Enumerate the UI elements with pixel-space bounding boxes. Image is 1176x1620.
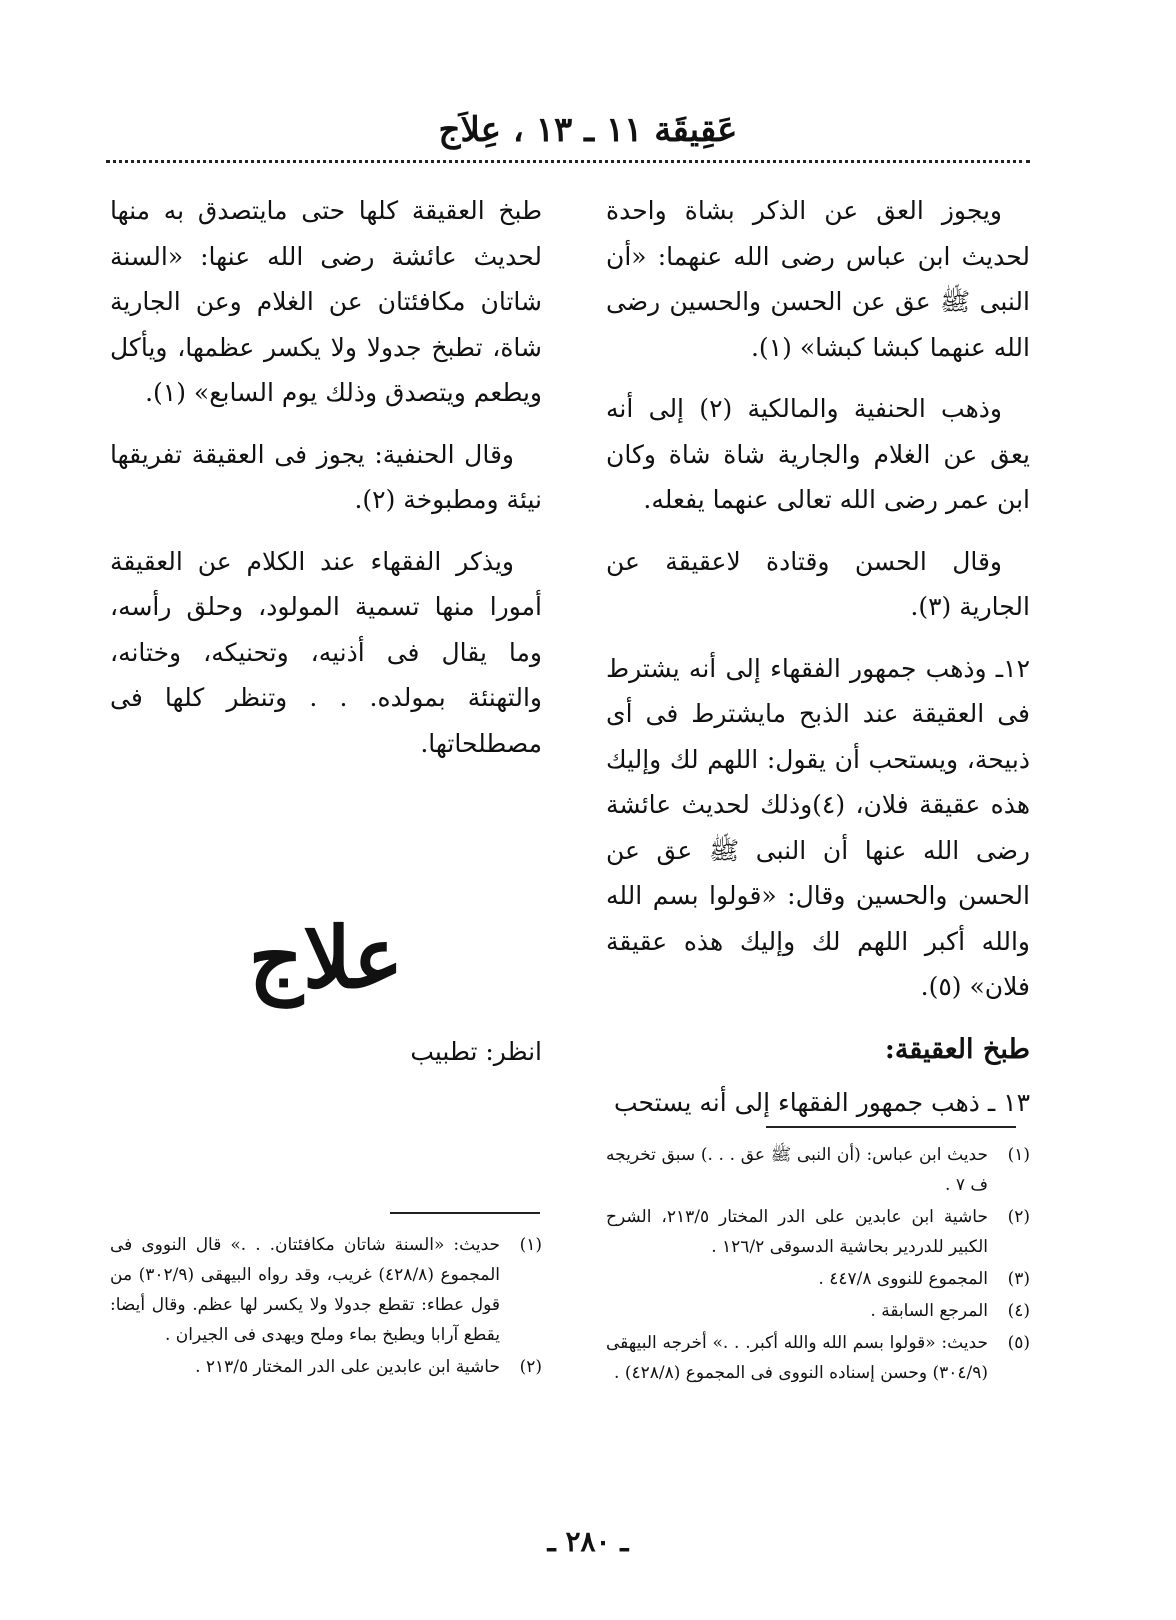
footnote-number: (١): [1007, 1145, 1030, 1165]
footnote: [606, 1140, 1030, 1200]
paragraph-text: وذهب الحنفية والمالكية (٢) إلى أنه يعق عن الغلام والجارية شاة شاة وكان ابن عمر رضى الله تعالى عنهما يفعله.: [606, 394, 1030, 514]
footnote-number: (٤): [1007, 1301, 1030, 1321]
footnote: [606, 1264, 1030, 1294]
footnote-rule-left: [390, 1212, 540, 1214]
footnote-number: (٢): [1007, 1207, 1030, 1227]
section-subheading: طبخ العقيقة:: [884, 1033, 1030, 1065]
footnote-rule-right: [766, 1126, 1016, 1128]
running-title: عَقِيقَة ١١ ـ ١٣ ، عِلاَج: [438, 110, 738, 150]
page-number: ـ ٢٨٠ ـ: [547, 1525, 629, 1558]
paragraph-numbered: ١٣ ـ ذهب جمهور الفقهاء إلى أنه يستحب: [613, 1087, 1030, 1117]
footnote-text: حديث: «قولوا بسم الله والله أكبر. . .» أخرجه البيهقى (٣٠٤/٩) وحسن إسناده النووى فى المجموع (٤٢٨/٨) .: [606, 1333, 988, 1383]
footnote: [606, 1202, 1030, 1262]
footnote-text: حديث ابن عباس: (أن النبى ﷺ عق . . .) سبق تخريجه ف ٧ .: [606, 1145, 988, 1195]
footnotes-right: [606, 1140, 1030, 1390]
footnote-number: (٣): [1007, 1269, 1030, 1289]
paragraph-numbered: ١٢ـ وذهب جمهور الفقهاء إلى أنه يشترط فى العقيقة عند الذبح مايشترط فى أى ذبيحة، ويستحب أن يقول: اللهم لك وإليك هذه عقيقة فلان، (٤)وذلك لحديث عائشة رضى الله عنها أن النبى ﷺ عق عن الحسن والحسين وقال: «قولوا بسم الله والله أكبر اللهم لك وإليك هذه عقيقة فلان» (٥).: [606, 653, 1031, 1001]
footnote: [110, 1352, 542, 1382]
paragraph: [606, 188, 1030, 370]
paragraph: طبخ العقيقة كلها حتى مايتصدق به منها لحديث عائشة رضى الله عنها: «السنة شاتان مكافئتان عن الغلام وعن الجارية شاة، تطبخ جدولا ولا يكسر عظمها، ويأكل ويطعم ويتصدق وذلك يوم السابع» (١).: [110, 196, 542, 407]
footnotes-left: [110, 1230, 542, 1384]
footnote-text: حاشية ابن عابدين على الدر المختار ٢١٣/٥ .: [195, 1357, 500, 1377]
paragraph: [606, 386, 1030, 523]
footnote-number: (٢): [519, 1357, 542, 1377]
paragraph-text: وقال الحنفية: يجوز فى العقيقة تفريقها نيئة ومطبوخة (٢).: [110, 439, 542, 514]
see-also-reference: انظر: تطبيب: [410, 1037, 542, 1066]
footnote-text: المرجع السابقة .: [870, 1301, 988, 1321]
header-dotted-rule: [106, 160, 1030, 163]
paragraph-text: وقال الحسن وقتادة لاعقيقة عن الجارية (٣).: [606, 546, 1030, 621]
entry-title: علاج: [248, 908, 404, 1007]
footnote-number: (٥): [1007, 1333, 1030, 1353]
right-column: [606, 188, 1030, 1141]
footnote-text: حديث: «السنة شاتان مكافئتان. . .» قال النووى فى المجموع (٤٢٨/٨) غريب، وقد رواه البيهقى (٣٠٢/٩) من قول عطاء: تقطع جدولا ولا يكسر لها عظم. وقال أيضا: يقطع آرابا ويطبخ بماء وملح ويهدى فى الجيران .: [110, 1235, 500, 1345]
paragraph-text: ويجوز العق عن الذكر بشاة واحدة لحديث ابن عباس رضى الله عنهما: «أن النبى ﷺ عق عن الحسن والحسين رضى الله عنهما كبشا كبشا» (١).: [606, 196, 1030, 362]
left-column: [110, 188, 542, 782]
paragraph: [606, 539, 1030, 630]
paragraph: [110, 539, 542, 767]
paragraph-text: ويذكر الفقهاء عند الكلام عن العقيقة أمورا منها تسمية المولود، وحلق رأسه، وما يقال فى أذنيه، وتحنيكه، وختانه، والتهنئة بمولده. . . وتنظر كلها فى مصطلحاتها.: [110, 546, 542, 758]
footnote-number: (١): [519, 1235, 542, 1255]
paragraph: [110, 432, 542, 523]
footnote-text: حاشية ابن عابدين على الدر المختار ٢١٣/٥، الشرح الكبير للدردير بحاشية الدسوقى ١٢٦/٢ .: [606, 1207, 988, 1257]
footnote: [110, 1230, 542, 1350]
footnote: [606, 1296, 1030, 1326]
footnote: [606, 1328, 1030, 1388]
footnote-text: المجموع للنووى ٤٤٧/٨ .: [818, 1269, 988, 1289]
